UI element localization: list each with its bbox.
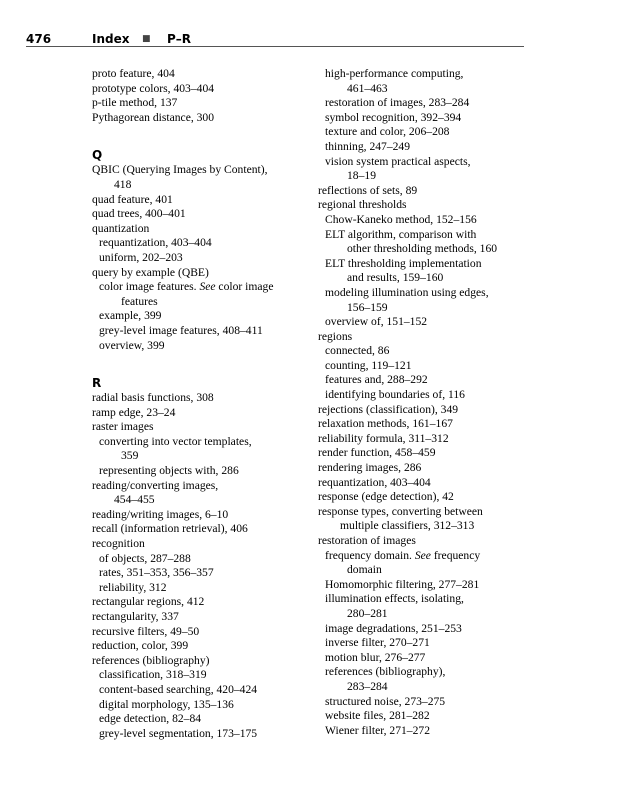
index-entry-continuation: domain — [347, 563, 382, 577]
index-entry: relaxation methods, 161–167 — [318, 417, 453, 431]
index-subentry: structured noise, 273–275 — [325, 694, 446, 708]
index-entry: raster images — [92, 420, 154, 434]
index-subentry: reliability, 312 — [99, 580, 167, 594]
index-entry: response (edge detection), 42 — [318, 490, 454, 504]
index-entry: rendering images, 286 — [318, 461, 422, 475]
index-entry: prototype colors, 403–404 — [92, 81, 215, 95]
index-subentry: uniform, 202–203 — [99, 250, 183, 264]
index-subentry: modeling illumination using edges, — [325, 285, 489, 299]
index-entry: reading/converting images, — [92, 478, 219, 492]
index-subentry: website files, 281–282 — [325, 709, 430, 723]
index-subentry: inverse filter, 270–271 — [325, 636, 430, 650]
index-entry: restoration of images — [318, 534, 416, 547]
index-entry-continuation: 359 — [121, 449, 139, 463]
see-target-text: color image — [215, 280, 274, 294]
index-column-left — [92, 67, 310, 741]
index-entry-continuation: 461–463 — [347, 81, 388, 95]
index-subentry: restoration of images, 283–284 — [325, 96, 470, 110]
index-entry: quad feature, 401 — [92, 192, 173, 206]
header-separator-icon: ■ — [142, 34, 151, 44]
index-entry: rejections (classification), 349 — [318, 402, 459, 416]
index-entry: reduction, color, 399 — [92, 639, 189, 653]
see-target-text: frequency — [430, 548, 481, 562]
index-subentry: grey-level image features, 408–411 — [99, 323, 263, 337]
index-subentry: overview of, 151–152 — [325, 315, 428, 329]
header-letter-range: P–R — [167, 32, 192, 46]
index-entry-continuation: 280–281 — [347, 606, 388, 620]
index-entry-continuation: other thresholding methods, 160 — [347, 242, 498, 256]
index-subentry: overview, 399 — [99, 338, 165, 352]
index-entry-continuation: 18–19 — [347, 169, 376, 183]
index-entry: p-tile method, 137 — [92, 96, 178, 110]
index-subentry: of objects, 287–288 — [99, 551, 191, 565]
see-reference: See — [199, 280, 216, 294]
index-subentry: Homomorphic filtering, 277–281 — [325, 577, 480, 591]
index-entry-continuation: features — [121, 294, 158, 308]
index-subentry: references (bibliography), — [325, 665, 446, 679]
index-entry: reflections of sets, 89 — [318, 183, 418, 197]
index-subentry: counting, 119–121 — [325, 358, 412, 372]
header-rule — [26, 46, 524, 47]
index-entry: recursive filters, 49–50 — [92, 624, 200, 638]
index-entry-continuation: 283–284 — [347, 679, 388, 693]
index-subentry: content-based searching, 420–424 — [99, 682, 258, 696]
running-header — [26, 31, 524, 47]
index-subentry: Wiener filter, 271–272 — [325, 723, 430, 737]
index-letter-heading: Q — [92, 148, 103, 163]
index-subentry — [318, 549, 530, 564]
index-entry: rectangularity, 337 — [92, 610, 179, 623]
index-entry: render function, 458–459 — [318, 446, 436, 460]
index-entry: recognition — [92, 537, 145, 551]
index-subentry: representing objects with, 286 — [99, 464, 239, 478]
index-subentry: digital morphology, 135–136 — [99, 697, 234, 711]
index-subentry: example, 399 — [99, 309, 162, 323]
index-entry: references (bibliography) — [92, 653, 210, 667]
see-reference: See — [414, 548, 431, 562]
index-subentry: high-performance computing, — [325, 67, 464, 80]
index-entry-continuation: 418 — [114, 177, 132, 191]
index-subentry: vision system practical aspects, — [325, 154, 471, 168]
index-subentry: requantization, 403–404 — [99, 236, 212, 250]
index-entry-continuation: 454–455 — [114, 493, 155, 507]
index-entry-continuation: and results, 159–160 — [347, 271, 444, 285]
index-subentry: image degradations, 251–253 — [325, 621, 462, 635]
index-entry: regional thresholds — [318, 198, 407, 212]
index-entry: Pythagorean distance, 300 — [92, 110, 215, 124]
index-subentry: motion blur, 276–277 — [325, 650, 426, 664]
index-subentry: grey-level segmentation, 173–175 — [99, 726, 258, 740]
index-subentry: ELT thresholding implementation — [325, 256, 482, 270]
index-subentry — [92, 280, 310, 295]
index-subentry: Chow-Kaneko method, 152–156 — [325, 212, 477, 226]
index-entry: query by example (QBE) — [92, 265, 209, 279]
index-subentry: rates, 351–353, 356–357 — [99, 566, 214, 580]
index-entry-text: frequency domain. — [325, 548, 415, 562]
index-letter-heading: R — [92, 376, 102, 391]
index-entry: quad trees, 400–401 — [92, 207, 186, 221]
index-entry: reliability formula, 311–312 — [318, 431, 449, 445]
index-entry: proto feature, 404 — [92, 67, 175, 80]
index-subentry: identifying boundaries of, 116 — [325, 388, 465, 402]
index-subentry: converting into vector templates, — [99, 434, 252, 448]
index-entry: radial basis functions, 308 — [92, 391, 214, 405]
index-entry: QBIC (Querying Images by Content), — [92, 163, 268, 177]
index-entry: ramp edge, 23–24 — [92, 405, 176, 419]
index-subentry: features and, 288–292 — [325, 373, 428, 387]
index-entry: requantization, 403–404 — [318, 475, 431, 489]
index-subentry: edge detection, 82–84 — [99, 712, 202, 726]
index-entry-text: color image features. — [99, 280, 200, 294]
index-subentry: connected, 86 — [325, 344, 390, 358]
index-entry-continuation: 156–159 — [347, 300, 388, 314]
index-entry: recall (information retrieval), 406 — [92, 522, 248, 536]
page-number: 476 — [26, 32, 52, 46]
index-entry: reading/writing images, 6–10 — [92, 507, 229, 521]
index-subentry: classification, 318–319 — [99, 668, 207, 682]
index-subentry: illumination effects, isolating, — [325, 592, 464, 606]
index-subentry: ELT algorithm, comparison with — [325, 227, 477, 241]
index-subentry: symbol recognition, 392–394 — [325, 110, 462, 124]
index-entry: response types, converting between — [318, 504, 483, 518]
index-entry-continuation: multiple classifiers, 312–313 — [340, 519, 475, 533]
index-entry: quantization — [92, 221, 150, 235]
index-entry: rectangular regions, 412 — [92, 595, 205, 609]
index-column-right — [318, 67, 530, 738]
index-subentry: thinning, 247–249 — [325, 139, 411, 153]
index-subentry: texture and color, 206–208 — [325, 125, 450, 139]
header-title: Index — [92, 32, 130, 46]
index-entry: regions — [318, 329, 353, 343]
